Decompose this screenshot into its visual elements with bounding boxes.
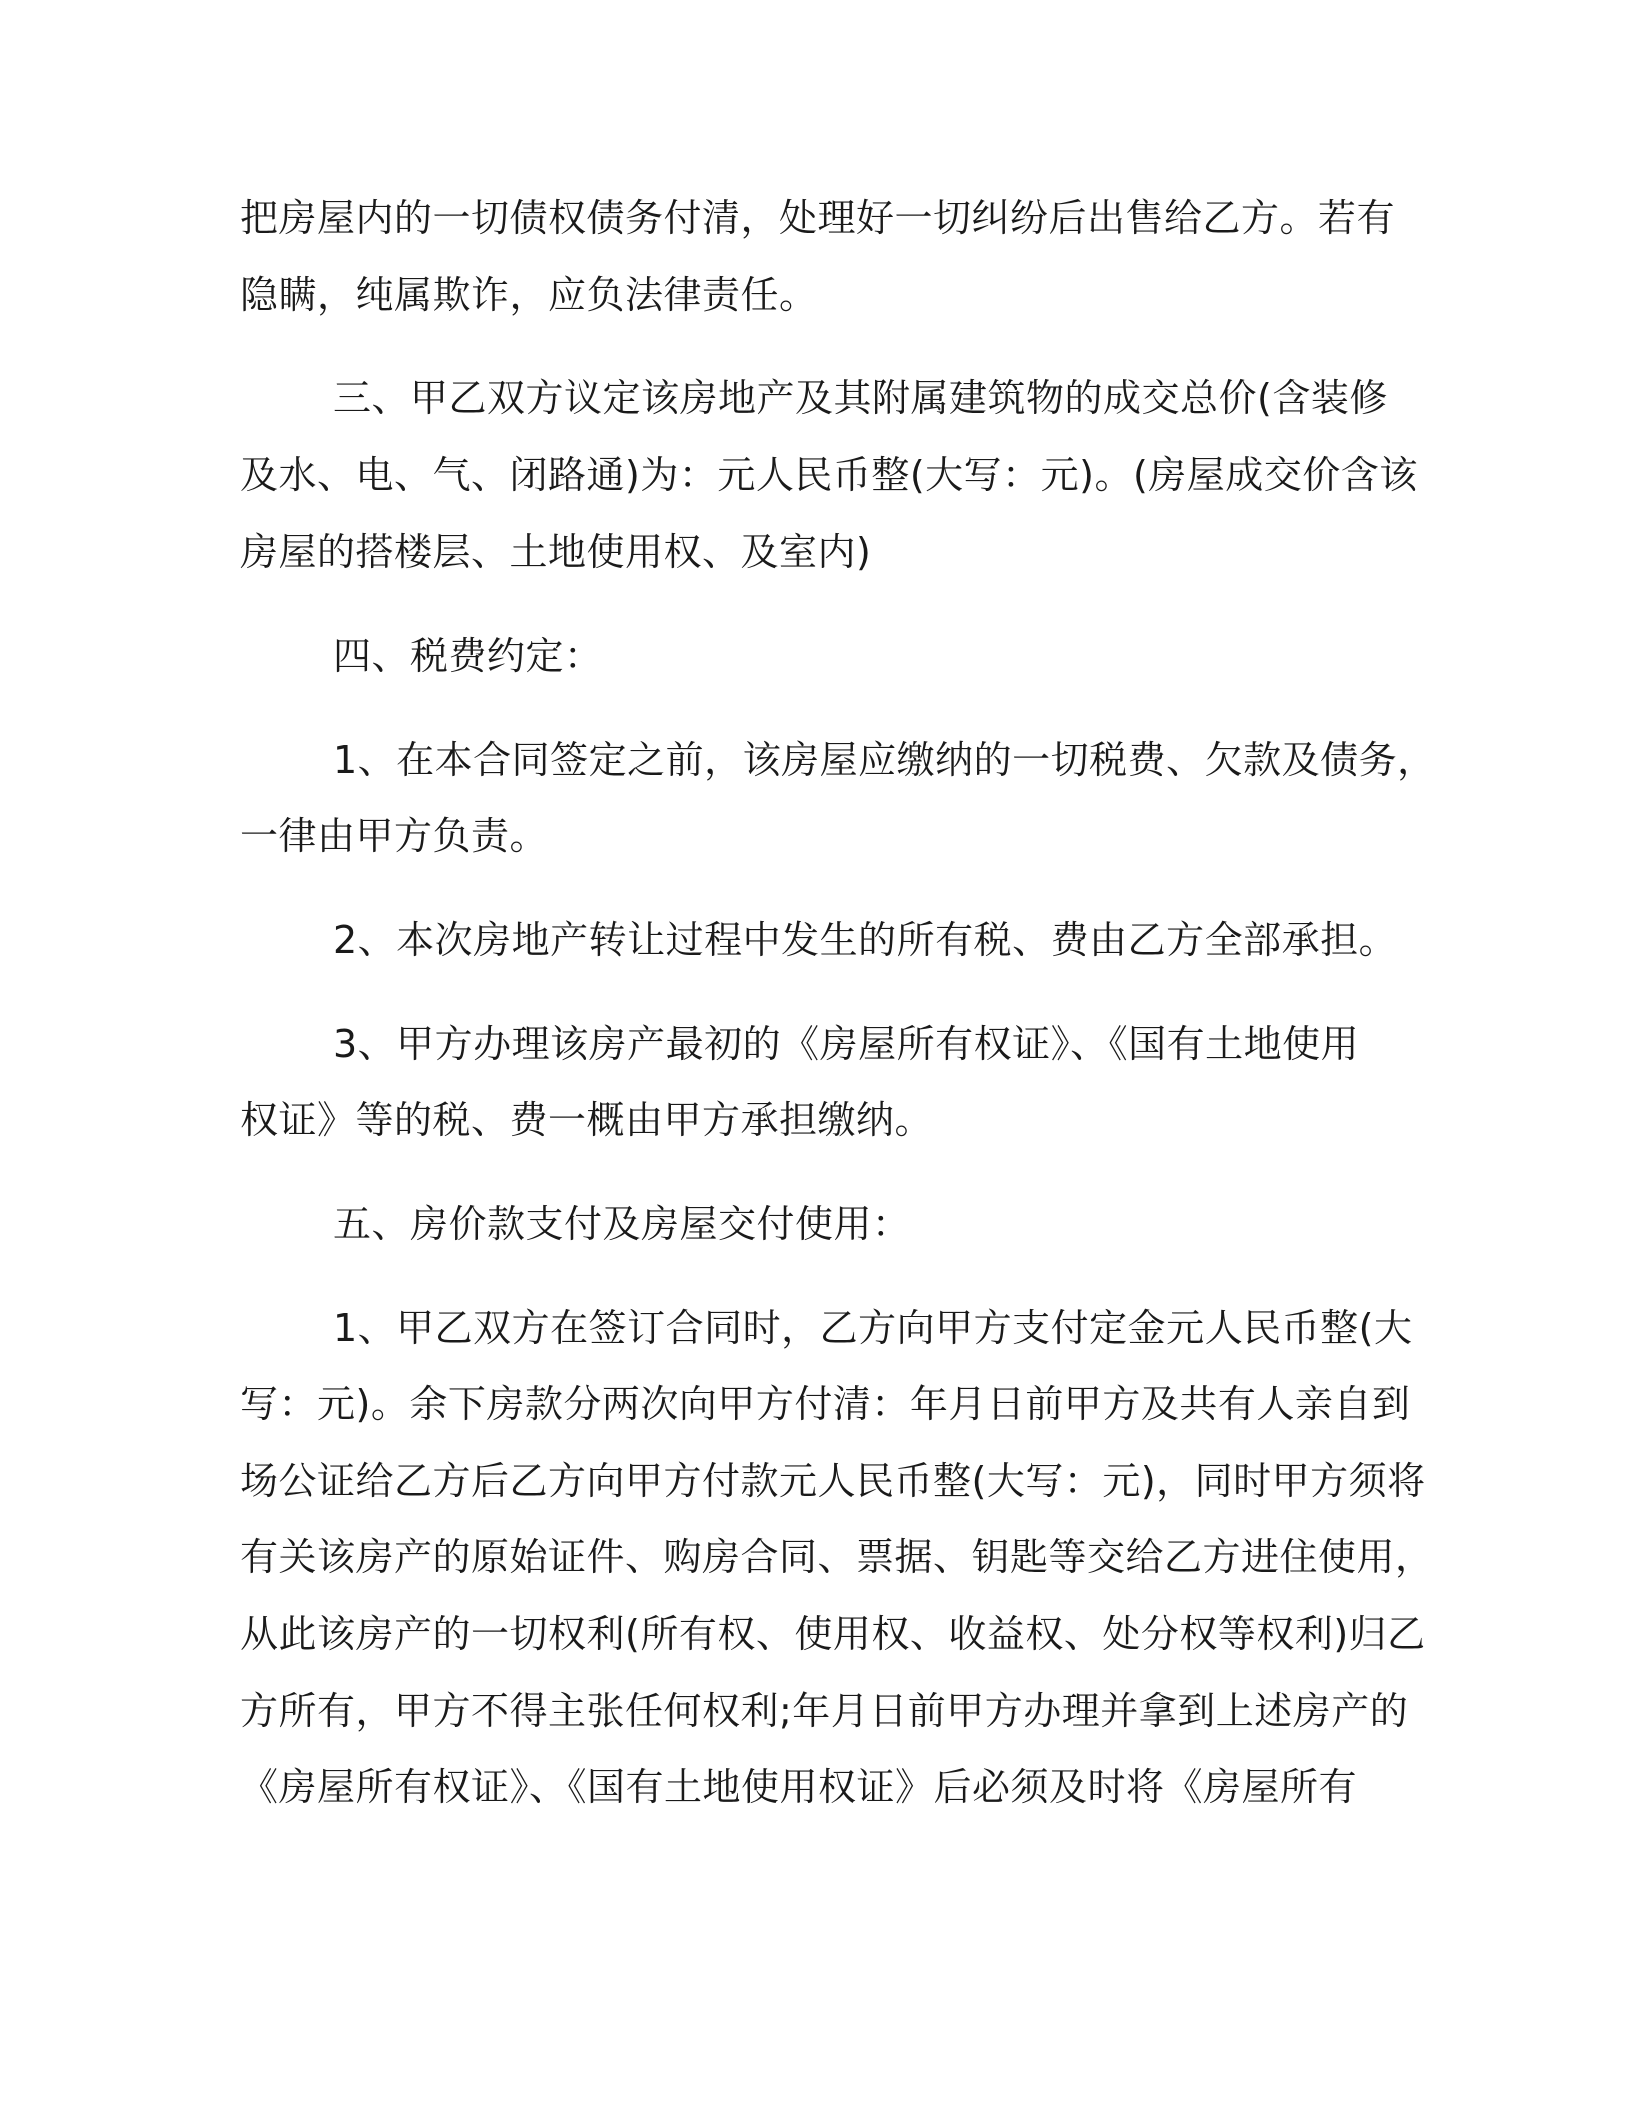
clause-3-heading-line: 三、甲乙双方议定该房地产及其附属建筑物的成交总价(含装修 — [333, 376, 1388, 420]
clause-5-heading: 五、房价款支付及房屋交付使用： — [333, 1202, 911, 1246]
paragraph-line: 一律由甲方负责。 — [240, 814, 549, 858]
clause-4-item-3-line: 3、甲方办理该房产最初的《房屋所有权证》、《国有土地使用 — [333, 1022, 1360, 1066]
paragraph-line: 写：元)。余下房款分两次向甲方付清：年月日前甲方及共有人亲自到 — [240, 1382, 1411, 1426]
paragraph-line: 《房屋所有权证》、《国有土地使用权证》后必须及时将《房屋所有 — [240, 1765, 1358, 1809]
clause-4-heading: 四、税费约定： — [333, 634, 603, 678]
paragraph-line: 权证》等的税、费一概由甲方承担缴纳。 — [240, 1098, 934, 1142]
paragraph-line: 方所有，甲方不得主张任何权利;年月日前甲方办理并拿到上述房产的 — [240, 1689, 1409, 1733]
clause-4-item-2-line: 2、本次房地产转让过程中发生的所有税、费由乙方全部承担。 — [333, 918, 1398, 962]
paragraph-line: 把房屋内的一切债权债务付清，处理好一切纠纷后出售给乙方。若有 — [240, 196, 1396, 240]
paragraph-line: 隐瞒，纯属欺诈，应负法律责任。 — [240, 273, 818, 317]
paragraph-line: 有关该房产的原始证件、购房合同、票据、钥匙等交给乙方进住使用， — [240, 1535, 1434, 1579]
paragraph-line: 及水、电、气、闭路通)为：元人民币整(大写：元)。(房屋成交价含该 — [240, 453, 1418, 497]
paragraph-line: 从此该房产的一切权利(所有权、使用权、收益权、处分权等权利)归乙 — [240, 1612, 1426, 1656]
clause-4-item-1-line: 1、在本合同签定之前，该房屋应缴纳的一切税费、欠款及债务， — [333, 738, 1436, 782]
clause-5-item-1-line: 1、甲乙双方在签订合同时，乙方向甲方支付定金元人民币整(大 — [333, 1306, 1413, 1350]
paragraph-line: 场公证给乙方后乙方向甲方付款元人民币整(大写：元)，同时甲方须将 — [240, 1459, 1426, 1503]
paragraph-line: 房屋的搭楼层、土地使用权、及室内) — [240, 530, 872, 574]
